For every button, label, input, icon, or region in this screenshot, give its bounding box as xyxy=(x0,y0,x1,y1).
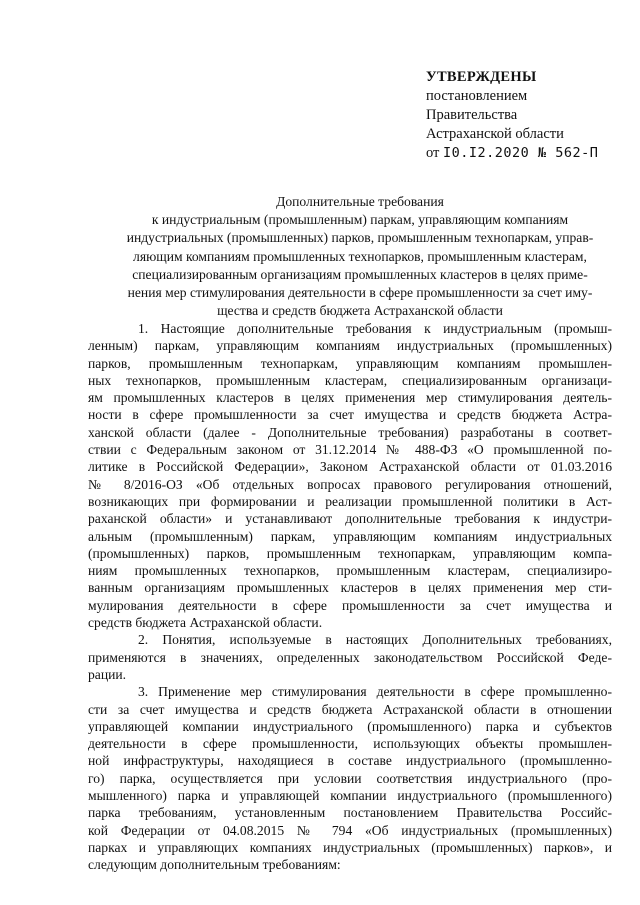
paragraph-line: ям промышленных кластеров в целях применения мер стимулирования деятель- xyxy=(88,390,612,406)
paragraph-line: кой Федерации от 04.08.2015 № 794 «Об индустриальных (промышленных) xyxy=(88,822,612,838)
approval-line: Правительства xyxy=(426,107,518,123)
paragraph-3 xyxy=(88,683,612,873)
heading-line: нения мер стимулирования деятельности в сфере промышленности за счет иму- xyxy=(127,285,593,301)
paragraph-line: деятельности в сфере промышленности, использующих объекты промышлен- xyxy=(88,736,612,752)
approval-date-value: I0.I2.2020 № 562-П xyxy=(443,145,599,161)
paragraph-line: ванным организациям промышленных кластеров в целях применения мер сти- xyxy=(88,580,612,596)
paragraph-line: ной инфраструктуры, находящиеся в составе индустриального (промышленно- xyxy=(88,753,612,769)
paragraph-line: ниям промышленных технопарков, промышленным кластерам, специализиро- xyxy=(88,563,612,579)
approval-date-row xyxy=(426,144,636,163)
paragraph-line: ности в сфере промышленности за счет имущества и средств бюджета Астра- xyxy=(88,407,612,423)
heading-line: ляющим компаниям промышленных технопарков, промышленным кластерам, xyxy=(133,248,587,264)
paragraph-line: 2. Понятия, используемые в настоящих Дополнительных требованиях, xyxy=(138,632,612,648)
paragraph-line: литике в Российской Федерации», Законом Астраханской области от 01.03.2016 xyxy=(88,459,612,475)
document-heading xyxy=(100,193,620,320)
paragraph-line: ствии с Федеральным законом от 31.12.2014 № 488-ФЗ «О промышленной по- xyxy=(88,442,612,458)
paragraph-line: № 8/2016-ОЗ «Об отдельных вопросах правового регулирования отношений, xyxy=(88,476,612,492)
heading-line: щества и средств бюджета Астраханской области xyxy=(217,303,503,319)
paragraph-line: (промышленных) парков, промышленным технопаркам, управляющим компа- xyxy=(88,545,612,561)
paragraph-line: парка требованиям, установленным постановлением Правительства Российс- xyxy=(88,805,612,821)
paragraph-line: применяются в значениях, определенных законодательством Российской Феде- xyxy=(88,649,612,665)
paragraph-line: ленным) паркам, управляющим компаниям индустриальных (промышленных) xyxy=(88,338,612,354)
paragraph-line: сти за счет имущества и средств бюджета Астраханской области в отношении xyxy=(88,701,612,717)
paragraph-line: возникающих при формировании и реализации промышленной политики в Аст- xyxy=(88,493,612,509)
heading-line: индустриальных (промышленных) парков, промышленным технопаркам, управ- xyxy=(126,230,594,246)
heading-line: специализированным организациям промышленных кластеров в целях приме- xyxy=(132,266,588,282)
paragraph-line: следующим дополнительным требованиям: xyxy=(88,857,341,873)
paragraph-line: ханской области (далее - Дополнительные требования) разработаны в соответ- xyxy=(88,424,612,440)
approval-block xyxy=(426,68,636,163)
approval-date-prefix: от xyxy=(426,145,440,161)
paragraph-line: 3. Применение мер стимулирования деятельности в сфере промышленно- xyxy=(138,684,612,700)
paragraph-1 xyxy=(88,320,612,631)
approval-line: постановлением xyxy=(426,88,528,104)
paragraph-line: мышленного) парка и управляющей компании индустриального (промышленного) xyxy=(88,788,612,804)
paragraph-line: альным (промышленным) паркам, управляющим компаниям индустриальных xyxy=(88,528,612,544)
paragraph-2 xyxy=(88,631,612,683)
paragraph-line: средств бюджета Астраханской области. xyxy=(88,615,323,631)
paragraph-line: парков, промышленным технопаркам, управляющим компаниям промышлен- xyxy=(88,355,612,371)
paragraph-line: парках и управляющих компаниях индустриальных (промышленных) парков», и xyxy=(88,839,612,855)
approval-line: Астраханской области xyxy=(426,126,564,142)
paragraph-line: 1. Настоящие дополнительные требования к индустриальным (промыш- xyxy=(138,321,612,336)
document-body xyxy=(88,320,612,874)
approval-title: УТВЕРЖДЕНЫ xyxy=(426,69,537,85)
paragraph-line: ных технопарков, промышленным кластерам, специализированным организаци- xyxy=(88,372,612,388)
paragraph-line: рации. xyxy=(88,666,127,682)
paragraph-line: го) парка, осуществляется при условии соответствия индустриального (про- xyxy=(88,770,612,786)
heading-title: Дополнительные требования xyxy=(276,194,444,209)
paragraph-line: мулирования деятельности в сфере промышленности за счет имущества и xyxy=(88,597,612,613)
paragraph-line: управляющей компании индустриального (промышленного) парка и субъектов xyxy=(88,718,612,734)
heading-line: к индустриальным (промышленным) паркам, управляющим компаниям xyxy=(151,212,569,228)
paragraph-line: раханской области» и устанавливают дополнительные требования к индустри- xyxy=(88,511,612,527)
